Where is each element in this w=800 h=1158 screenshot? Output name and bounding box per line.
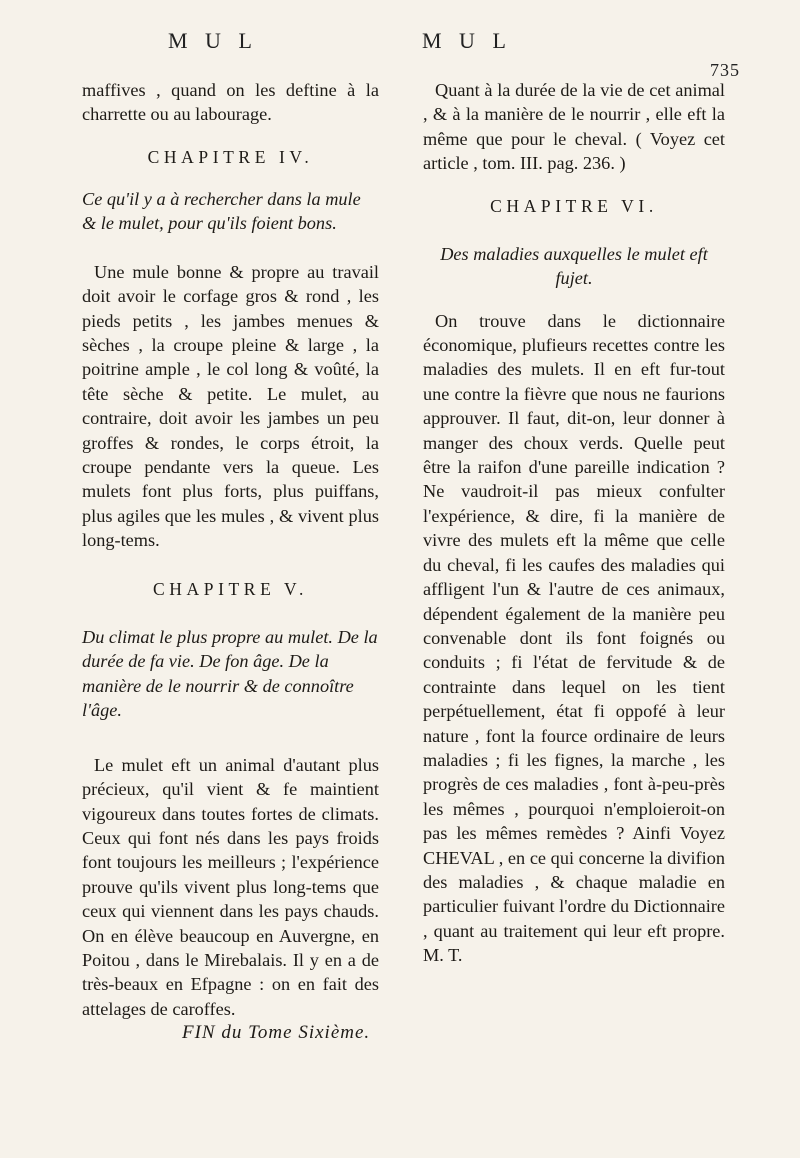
chapter-5-heading: CHAPITRE V. [153,578,308,599]
end-of-volume-note: FIN du Tome Sixième. [182,1022,371,1043]
running-head-right [422,28,740,80]
running-head-left: M U L [168,28,258,53]
chapter-6-heading: CHAPITRE VI. [490,195,658,216]
left-column [82,78,379,1021]
chapter-4-subtitle: Ce qu'il y a à rechercher dans la mule & le mulet, pour qu'ils foient bons. [82,188,361,234]
chapter-6-subtitle: Des maladies auxquelles le mulet eft fujet. [440,243,708,289]
chapter-5-subtitle: Du climat le plus propre au mulet. De la durée de fa vie. De fon âge. De la manière de le nourrir & de connoître l'âge. [82,626,378,721]
continued-paragraph: maffives , quand on les deftine à la charrette ou au labourage. [82,80,379,125]
page-number: 735 [710,60,740,80]
chapter-5-body: Le mulet eft un animal d'autant plus précieux, qu'il vient & fe maintient vigoureux dans toutes fortes de climats. Ceux qui font nés dans les pays froids font toujours les meilleurs ; l'expérience prouve qu'ils vivent plus long-tems que ceux qui viennent dans les pays chauds. On en élève beaucoup en Auvergne, en Poitou , dans le Mirebalais. Il y en a de très-beaux en Efpagne : on en fait des attelages de caroffes. [82,754,379,1019]
chapter-6-body: On trouve dans le dictionnaire économique, plufieurs recettes contre les maladies des mulets. Il en eft fur-tout une contre la fièvre que nous ne faurions approuver. Il faut, dit-on, leur donner à manger des choux verds. Quelle peut être la raifon d'une pareille indication ? Ne vaudroit-il pas mieux confulter l'expérience, & dire, fi la manière de vivre des mulets eft la même que celle du cheval, fi les caufes des maladies qui affligent l'un & l'autre de ces animaux, dépendent également de la manière peu convenable dont ils font foignés ou conduits ; fi l'état de fervitude & de contrainte dans lequel on les tient perpétuellement, état fi oppofé à leur nature , font la fource ordinaire de leurs maladies ; fi les fignes, la marche , les progrès de ces maladies , font à-peu-près les mêmes , pourquoi n'emploieroit-on pas les mêmes remèdes ? Ainfi Voyez CHEVAL , en ce qui concerne la divifion des maladies , & chaque maladie en particulier fuivant l'ordre du Dictionnaire , quant au traitement qui leur eft propre. M. T. [423,310,725,966]
chapter-4-heading: CHAPITRE IV. [147,146,314,167]
right-column [423,78,725,968]
running-head-right-title: M U L [422,28,512,53]
continued-paragraph-right: Quant à la durée de la vie de cet animal , & à la manière de le nourrir , elle eft la même que pour le cheval. ( Voyez cet article , tom. III. pag. 236. ) [423,80,725,174]
chapter-4-body: Une mule bonne & propre au travail doit avoir le corfage gros & rond , les pieds petits , les jambes menues & sèches , la croupe pleine & large , la poitrine ample , le col long & voûté, la tête sèche & petite. Le mulet, au contraire, doit avoir les jambes un peu groffes & rondes, le corps étroit, la croupe pendante vers la queue. Les mulets font plus forts, plus puiffans, plus agiles que les mules , & vivent plus long-tems. [82,261,379,551]
